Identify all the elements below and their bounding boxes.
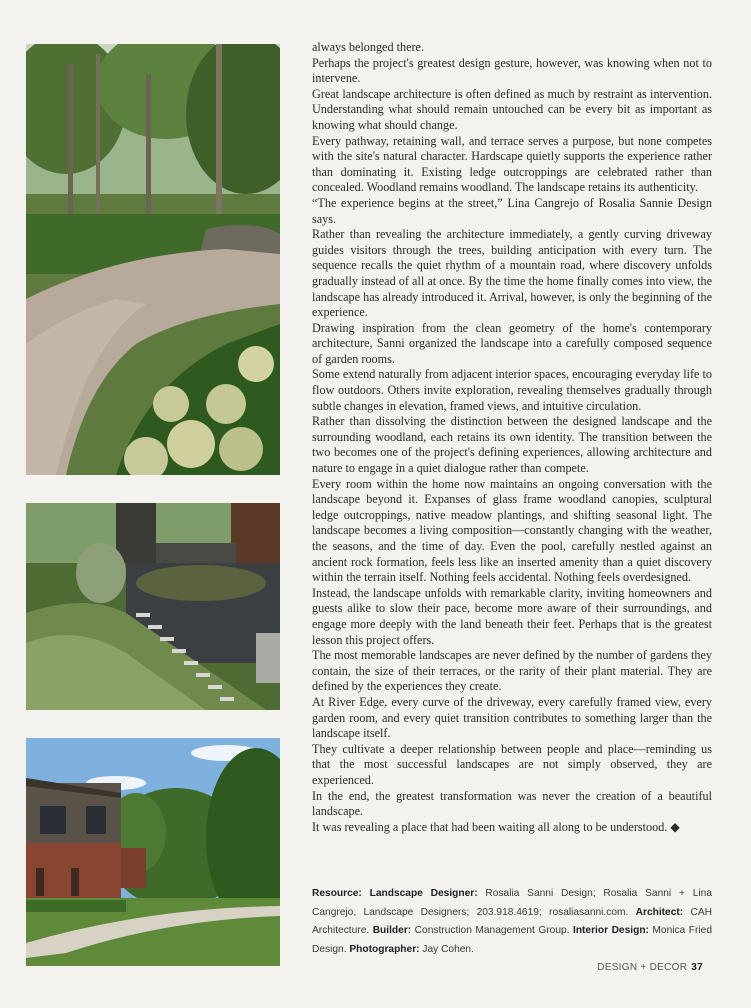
article-paragraph: It was revealing a place that had been waiting all along to be understood. ◆ (312, 819, 680, 834)
interior-label: Interior Design: (572, 925, 649, 936)
resource-text: Rosalia Sanni Design; Rosalia Sanni + Lina Cangrejo, Landscape Designers; 203.918.4619; rosaliasanni.com. (312, 888, 712, 918)
house-photo-image (26, 738, 280, 966)
driveway-photo-image (26, 44, 280, 475)
article-paragraph: Rather than dissolving the distinction between the designed landscape and the surrounding woodland, each retains its own identity. The transition between the two becomes one of the project's defining experiences, allowing architecture and nature to engage in a quiet dialogue rather than compete. (312, 414, 712, 476)
house-photo (26, 738, 280, 966)
article-paragraph: Instead, the landscape unfolds with remarkable clarity, inviting homeowners and guests alike to slow their pace, become more aware of their surroundings, and engage more deeply with the land beneath their feet. Perhaps that is the greatest lesson this project offers. (312, 585, 712, 647)
article-paragraph: Great landscape architecture is often defined as much by restraint as intervention. Understanding what should remain untouched can be every bit as important as knowing what should change. (312, 86, 712, 132)
driveway-photo (26, 44, 280, 475)
article-paragraph: Some extend naturally from adjacent interior spaces, encouraging everyday life to flow outdoors. Others invite exploration, revealing themselves gradually through subtle changes in elevation, framed views, and intuitive circulation. (312, 367, 712, 413)
resource-label: Resource: Landscape Designer: (312, 888, 478, 899)
interior-text: Monica Fried Design. (312, 925, 712, 955)
builder-text: Construction Management Group. (411, 925, 573, 936)
article-body (312, 40, 712, 835)
article-paragraph: The most memorable landscapes are never defined by the number of gardens they contain, the size of their terraces, or the rarity of their plant material. They are defined by the experiences they create. (312, 648, 712, 694)
article-paragraph: “The experience begins at the street,” Lina Cangrejo of Rosalia Sannie Design says. (312, 195, 712, 226)
article-paragraph: Drawing inspiration from the clean geometry of the home's contemporary architecture, Sanni organized the landscape into a carefully composed sequence of garden rooms. (312, 320, 712, 366)
article-paragraph: At River Edge, every curve of the driveway, every carefully framed view, every garden room, and every quiet transition contributes to something larger than the landscape itself. (312, 694, 712, 741)
resource-credits (312, 885, 712, 959)
steps-photo-image (26, 503, 280, 710)
article-paragraph: They cultivate a deeper relationship between people and place—reminding us that the most successful landscapes are not simply observed, they are experienced. (312, 741, 712, 787)
page-number: 37 (691, 962, 703, 973)
architect-text: CAH Architecture. (312, 906, 712, 936)
article-paragraph: Every room within the home now maintains an ongoing conversation with the landscape beyond it. Expanses of glass frame woodland canopies, sculptural ledge outcroppings, native meadow plantings, and shifting seasonal light. The landscape becomes a living composition—constantly changing with the weather, the seasons, and the time of day. Even the pool, carefully nestled against an ancient rock formation, feels less like an inserted amenity than a quiet discovery within the terrain itself. Nothing feels accidental. Nothing feels overdesigned. (312, 476, 712, 585)
article-paragraph: Perhaps the project's greatest design gesture, however, was knowing when not to intervene. (312, 55, 712, 86)
builder-label: Builder: (372, 925, 412, 936)
folio-section: DESIGN + DECOR (597, 962, 688, 973)
architect-label: Architect: (635, 906, 684, 918)
article-paragraph: Every pathway, retaining wall, and terrace serves a purpose, but none competes with the site's natural character. Hardscape quietly supports the experience rather than dominating it. Existing ledge outcroppings are celebrated rather than concealed. Woodland remains woodland. The landscape retains its authenticity. (312, 133, 712, 195)
article-paragraph: Rather than revealing the architecture immediately, a gently curving driveway guides visitors through the trees, building anticipation with every turn. The sequence recalls the quiet rhythm of a mountain road, where discovery unfolds gradually instead of all at once. By the time the home finally comes into view, the landscape has already introduced it. Arrival, however, is only the beginning of the experience. (312, 227, 712, 320)
article-paragraph: In the end, the greatest transformation was never the creation of a beautiful landscape. (312, 788, 712, 819)
photographer-label: Photographer: (349, 943, 420, 955)
steps-photo (26, 503, 280, 710)
page-folio (597, 962, 703, 973)
photographer-text: Jay Cohen. (419, 943, 474, 955)
article-paragraph: always belonged there. (312, 40, 425, 54)
